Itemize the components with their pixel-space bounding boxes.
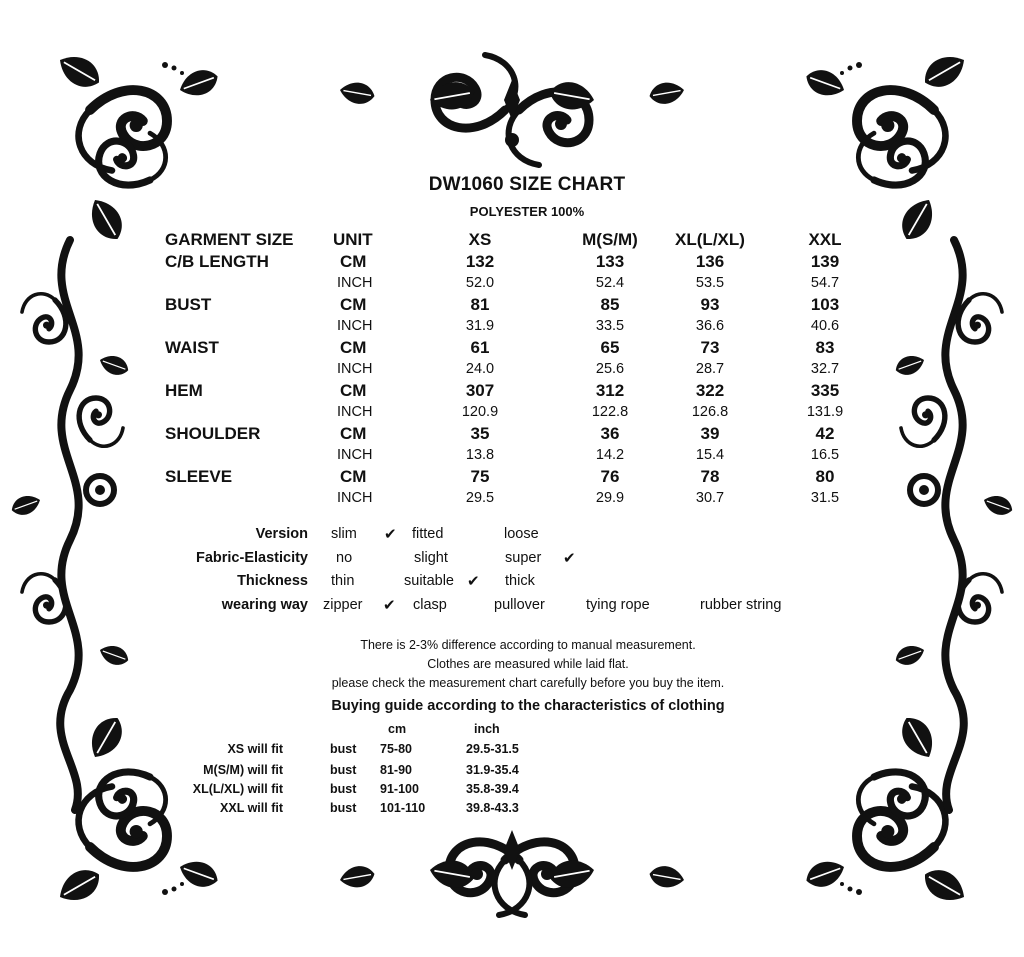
cell-cm: 75 — [470, 467, 490, 486]
cell-inch: 30.7 — [695, 490, 725, 506]
cell-cm: 136 — [695, 252, 725, 271]
cell-cm: 80 — [815, 467, 835, 486]
cell-inch: 33.5 — [595, 318, 625, 334]
guide-fit-label: M(S/M) will fit — [203, 763, 283, 777]
cell-cm: 73 — [700, 338, 720, 357]
unit-inch: INCH — [337, 275, 373, 291]
cell-cm: 307 — [465, 381, 495, 400]
size-header-xxl: XXL — [808, 230, 842, 249]
cell-inch: 40.6 — [810, 318, 840, 334]
cell-cm: 133 — [595, 252, 625, 271]
attr-label-fabric-elasticity: Fabric-Elasticity — [195, 550, 308, 566]
size-header-xs: XS — [468, 230, 492, 249]
option-rubber-string: rubber string — [700, 597, 782, 613]
cell-cm: 78 — [700, 467, 720, 486]
cell-cm: 335 — [810, 381, 840, 400]
option-tying-rope: tying rope — [586, 597, 650, 613]
buying-guide-title: Buying guide according to the characteristics of clothing — [331, 698, 725, 714]
cell-inch: 32.7 — [810, 361, 840, 377]
cell-inch: 14.2 — [595, 447, 625, 463]
cell-inch: 131.9 — [806, 404, 844, 420]
unit-inch: INCH — [337, 490, 373, 506]
option-slight: slight — [414, 550, 448, 566]
corner-ornament-top-right — [802, 48, 970, 245]
option-clasp: clasp — [413, 597, 447, 613]
cell-cm: 312 — [595, 381, 625, 400]
cell-cm: 39 — [700, 424, 720, 443]
unit-inch: INCH — [337, 318, 373, 334]
cell-cm: 36 — [600, 424, 620, 443]
checkmark-icon: ✔ — [467, 573, 480, 590]
cell-cm: 42 — [815, 424, 835, 443]
guide-cm-range: 81-90 — [380, 763, 412, 777]
row-label-shoulder: SHOULDER — [165, 424, 261, 443]
cell-cm: 81 — [470, 295, 490, 314]
note-laid-flat: Clothes are measured while laid flat. — [427, 657, 629, 671]
option-thin: thin — [331, 573, 355, 589]
cell-inch: 25.6 — [595, 361, 625, 377]
cell-cm: 35 — [470, 424, 490, 443]
cell-cm: 76 — [600, 467, 620, 486]
unit-inch: INCH — [337, 404, 373, 420]
guide-cm-range: 101-110 — [380, 801, 426, 815]
option-thick: thick — [505, 573, 535, 589]
guide-inch-range: 35.8-39.4 — [466, 782, 519, 796]
attr-label-version: Version — [255, 526, 308, 542]
cell-inch: 54.7 — [810, 275, 840, 291]
size-header-xl: XL(L/XL) — [675, 230, 745, 249]
cell-cm: 139 — [810, 252, 840, 271]
guide-cm-header: cm — [388, 722, 407, 736]
cell-inch: 29.5 — [465, 490, 495, 506]
option-loose: loose — [504, 526, 539, 542]
cell-cm: 83 — [815, 338, 835, 357]
unit-inch: INCH — [337, 447, 373, 463]
cell-inch: 52.4 — [595, 275, 625, 291]
option-fitted: fitted — [412, 526, 444, 542]
guide-cm-range: 91-100 — [380, 782, 419, 796]
cell-inch: 126.8 — [691, 404, 729, 420]
option-slim: slim — [331, 526, 357, 542]
guide-part: bust — [330, 763, 357, 777]
cell-cm: 65 — [600, 338, 620, 357]
top-center-ornament — [338, 55, 686, 165]
unit-cm: CM — [340, 467, 367, 486]
checkmark-icon: ✔ — [384, 526, 397, 543]
cell-inch: 53.5 — [695, 275, 725, 291]
unit-inch: INCH — [337, 361, 373, 377]
cell-inch: 36.6 — [695, 318, 725, 334]
guide-cm-range: 75-80 — [380, 742, 412, 756]
unit-header: UNIT — [333, 230, 373, 249]
option-zipper: zipper — [323, 597, 363, 613]
chart-title: DW1060 SIZE CHART — [428, 174, 626, 195]
cell-cm: 132 — [465, 252, 495, 271]
cell-inch: 29.9 — [595, 490, 625, 506]
bottom-center-ornament — [338, 830, 686, 915]
cell-cm: 93 — [700, 295, 720, 314]
cell-inch: 52.0 — [465, 275, 495, 291]
cell-cm: 322 — [695, 381, 725, 400]
guide-fit-label: XS will fit — [227, 742, 283, 756]
unit-cm: CM — [340, 338, 367, 357]
guide-fit-label: XXL will fit — [220, 801, 283, 815]
row-label-cb-length: C/B LENGTH — [165, 252, 269, 271]
option-super: super — [505, 550, 542, 566]
unit-cm: CM — [340, 381, 367, 400]
cell-cm: 85 — [600, 295, 620, 314]
guide-part: bust — [330, 782, 357, 796]
cell-inch: 28.7 — [695, 361, 725, 377]
attr-label-wearing-way: wearing way — [221, 597, 308, 613]
cell-inch: 16.5 — [810, 447, 840, 463]
row-label-bust: BUST — [165, 295, 212, 314]
checkmark-icon: ✔ — [383, 597, 396, 614]
cell-inch: 15.4 — [695, 447, 725, 463]
cell-cm: 103 — [810, 295, 840, 314]
guide-inch-range: 31.9-35.4 — [466, 763, 519, 777]
row-label-hem: HEM — [165, 381, 203, 400]
row-label-sleeve: SLEEVE — [165, 467, 233, 486]
unit-cm: CM — [340, 252, 367, 271]
cell-inch: 24.0 — [465, 361, 495, 377]
row-label-waist: WAIST — [165, 338, 219, 357]
chart-subtitle: POLYESTER 100% — [469, 204, 585, 219]
guide-fit-label: XL(L/XL) will fit — [192, 782, 283, 796]
attr-label-thickness: Thickness — [237, 573, 308, 589]
size-header-m: M(S/M) — [582, 230, 638, 249]
option-pullover: pullover — [494, 597, 545, 613]
guide-inch-range: 29.5-31.5 — [466, 742, 519, 756]
unit-cm: CM — [340, 295, 367, 314]
corner-ornament-top-left — [53, 48, 221, 245]
option-suitable: suitable — [404, 573, 454, 589]
note-measurement-difference: There is 2-3% difference according to manual measurement. — [360, 638, 696, 652]
cell-inch: 122.8 — [591, 404, 629, 420]
cell-inch: 13.8 — [465, 447, 495, 463]
garment-size-header: GARMENT SIZE — [165, 230, 294, 249]
cell-cm: 61 — [470, 338, 490, 357]
cell-inch: 31.9 — [465, 318, 495, 334]
guide-inch-header: inch — [474, 722, 500, 736]
checkmark-icon: ✔ — [563, 550, 576, 567]
unit-cm: CM — [340, 424, 367, 443]
guide-part: bust — [330, 801, 357, 815]
guide-inch-range: 39.8-43.3 — [466, 801, 519, 815]
guide-part: bust — [330, 742, 357, 756]
note-check-chart: please check the measurement chart carefully before you buy the item. — [331, 676, 725, 690]
cell-inch: 120.9 — [461, 404, 499, 420]
option-no: no — [336, 550, 353, 566]
cell-inch: 31.5 — [810, 490, 840, 506]
